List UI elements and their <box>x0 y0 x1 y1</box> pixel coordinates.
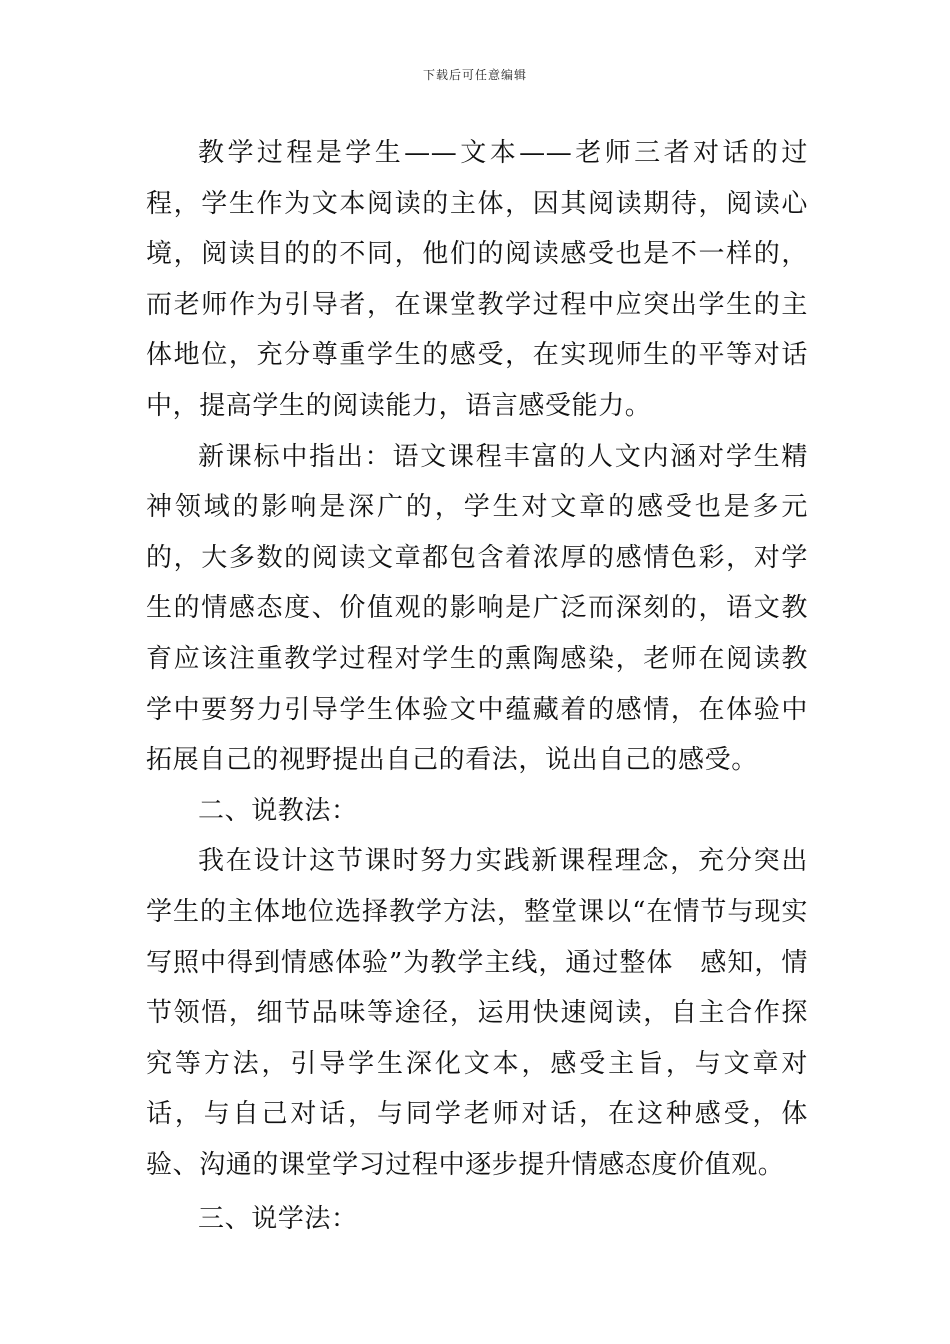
heading-teaching-method: 二、说教法： <box>198 795 358 826</box>
paragraph-teaching-process: 教学过程是学生——文本——老师三者对话的过程，学生作为文本阅读的主体，因其阅读期待，阅读心境，阅读目的的不同，他们的阅读感受也是不一样的，而老师作为引导者，在课堂教学过程中应突出学生的主体地位，充分尊重学生的感受，在实现师生的平等对话中，提高学生的阅读能力，语言感受能力。 <box>146 138 808 421</box>
document-body <box>146 128 808 1245</box>
heading-learning-method: 三、说学法： <box>198 1204 358 1235</box>
page-header-note: 下载后可任意编辑 <box>422 68 527 82</box>
paragraph-curriculum-standard: 新课标中指出：语文课程丰富的人文内涵对学生精神领域的影响是深广的，学生对文章的感受也是多元的，大多数的阅读文章都包含着浓厚的感情色彩，对学生的情感态度、价值观的影响是广泛而深刻的，语文教育应该注重教学过程对学生的熏陶感染，老师在阅读教学中要努力引导学生体验文中蕴藏着的感情，在体验中拓展自己的视野提出自己的看法，说出自己的感受。 <box>146 441 808 776</box>
paragraph-teaching-method: 我在设计这节课时努力实践新课程理念，充分突出学生的主体地位选择教学方法，整堂课以“在情节与现实写照中得到情感体验”为教学主线，通过整体 感知，情节领悟，细节品味等途径，运用快速阅读，自主合作探究等方法，引导学生深化文本，感受主旨，与文章对话，与自己对话，与同学老师对话，在这种感受，体验、沟通的课堂学习过程中逐步提升情感态度价值观。 <box>146 846 808 1180</box>
